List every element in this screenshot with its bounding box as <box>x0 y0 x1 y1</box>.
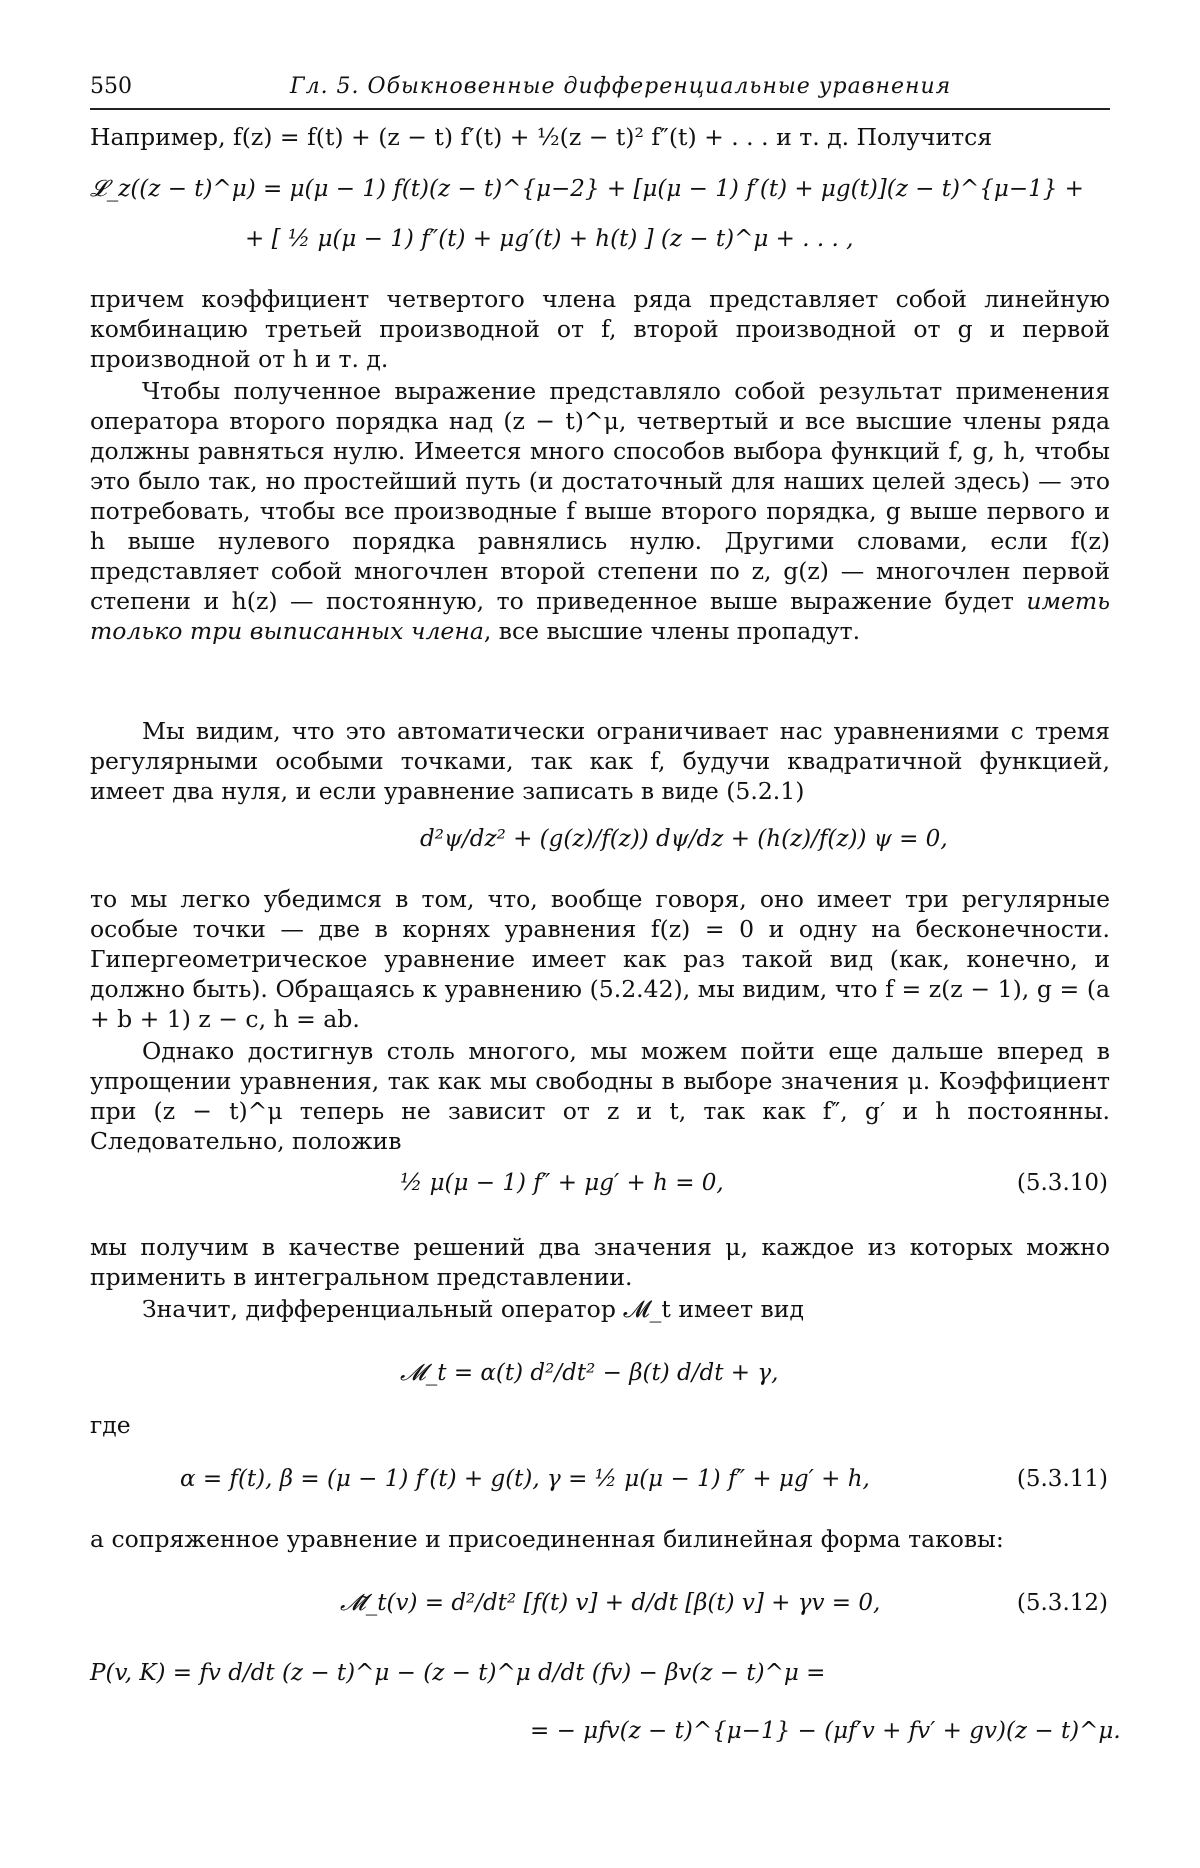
equation-5-3-10: ½ μ(μ − 1) f″ + μg′ + h = 0, <box>400 1170 724 1196</box>
header-rule <box>90 108 1110 110</box>
running-header <box>90 74 1110 104</box>
paragraph-2 <box>90 376 1110 646</box>
equation-bilinear-line-2: = − μfv(z − t)^{μ−1} − (μf′v + fv′ + gv)(z − t)^μ. <box>530 1718 1121 1744</box>
paragraph-2-emphasis: иметь только три выписанных члена <box>90 587 1110 645</box>
where-word: где <box>90 1411 131 1439</box>
equation-number-5-3-12: (5.3.12) <box>1016 1590 1108 1616</box>
equation-5-3-11: α = f(t), β = (μ − 1) f′(t) + g(t), γ = ½ μ(μ − 1) f″ + μg′ + h, <box>180 1466 870 1492</box>
equation-5-3-12: 𝓜̃_t(v) = d²/dt² [f(t) v] + d/dt [β(t) v] + γv = 0, <box>340 1590 881 1616</box>
paragraph-8: а сопряженное уравнение и присоединенная билинейная форма таковы: <box>90 1525 1004 1553</box>
paragraph-3: Мы видим, что это автоматически ограничивает нас уравнениями с тремя регулярными особыми точками, так как f, будучи квадратичной функцией, имеет два нуля, и если уравнение записать в виде (5.2.1) <box>90 717 1110 805</box>
equation-operator-M: 𝓜_t = α(t) d²/dt² − β(t) d/dt + γ, <box>400 1360 779 1386</box>
paragraph-2-text-a: Чтобы полученное выражение представляло собой результат применения оператора второго порядка над (z − t)^μ, четвертый и все высшие члены ряда должны равняться нулю. Имеется много способов выбора функций f, g, h, чтобы это было так, но простейший путь (и достаточный для наших целей здесь) — это потребовать, чтобы все производные f выше второго порядка, g выше первого и h выше нулевого порядка равнялись нулю. Другими словами, если f(z) представляет собой многочлен второй степени по z, g(z) — многочлен первой степени и h(z) — постоянную, то приведенное выше выражение будет <box>90 377 1110 615</box>
paragraph-6: мы получим в качестве решений два значения μ, каждое из которых можно применить в интегральном представлении. <box>90 1233 1110 1291</box>
equation-L-line-1: 𝓛_z((z − t)^μ) = μ(μ − 1) f(t)(z − t)^{μ−2} + [μ(μ − 1) f′(t) + μg(t)](z − t)^{μ−1} + <box>90 176 1084 202</box>
equation-number-5-3-11: (5.3.11) <box>1016 1466 1108 1492</box>
paragraph-5: Однако достигнув столь многого, мы можем пойти еще дальше вперед в упрощении уравнения, так как мы свободны в выборе значения μ. Коэффициент при (z − t)^μ теперь не зависит от z и t, так как f″, g′ и h постоянны. Следовательно, положив <box>90 1037 1110 1155</box>
equation-L-line-2: + [ ½ μ(μ − 1) f″(t) + μg′(t) + h(t) ] (z − t)^μ + . . . , <box>245 226 854 252</box>
paragraph-4: то мы легко убедимся в том, что, вообще говоря, оно имеет три регулярные особые точки — две в корнях уравнения f(z) = 0 и одну на бесконечности. Гипергеометрическое уравнение имеет как раз такой вид (как, конечно, и должно быть). Обращаясь к уравнению (5.2.42), мы видим, что f = z(z − 1), g = (a + b + 1) z − c, h = ab. <box>90 885 1110 1033</box>
equation-bilinear-line-1: P(v, K) = fv d/dt (z − t)^μ − (z − t)^μ d/dt (fv) − βv(z − t)^μ = <box>90 1660 826 1686</box>
example-line: Например, f(z) = f(t) + (z − t) f′(t) + ½(z − t)² f″(t) + . . . и т. д. Получится <box>90 123 993 151</box>
running-title: Гл. 5. Обыкновенные дифференциальные уравнения <box>290 74 952 99</box>
equation-number-5-3-10: (5.3.10) <box>1016 1170 1108 1196</box>
paragraph-2-text-b: , все высшие члены пропадут. <box>483 617 861 645</box>
paragraph-1: причем коэффициент четвертого члена ряда представляет собой линейную комбинацию третьей производной от f, второй производной от g и первой производной от h и т. д. <box>90 285 1110 373</box>
paragraph-7: Значит, дифференциальный оператор 𝓜_t имеет вид <box>142 1295 804 1323</box>
page-number: 550 <box>90 74 132 99</box>
equation-5-2-1: d²ψ/dz² + (g(z)/f(z)) dψ/dz + (h(z)/f(z)) ψ = 0, <box>420 826 948 852</box>
